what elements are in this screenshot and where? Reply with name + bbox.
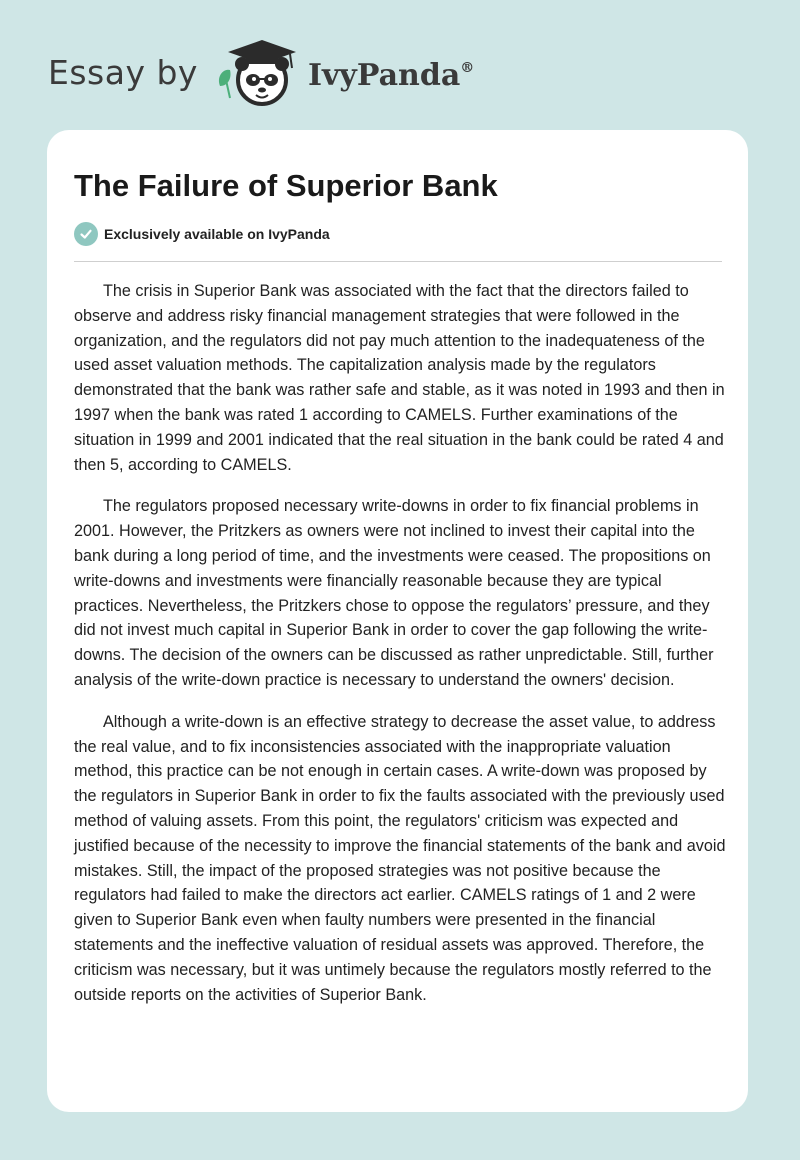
brand-name[interactable]: IvyPanda®	[307, 57, 475, 93]
panda-logo-icon[interactable]	[214, 34, 304, 110]
paragraph: The regulators proposed necessary write-downs in order to fix financial problems in 2001. However, the Pritzkers as owners were not inclined to invest their capital into the bank during a long period of time, and the investments were ceased. The propositions on write-downs and investments were financially reasonable because they are typical practices. Nevertheless, the Pritzkers chose to oppose the regulators’ pressure, and they did not invest much capital in Superior Bank in order to cover the gap following the write-downs. The decision of the owners can be discussed as rather unpredictable. Still, further analysis of the write-down practice is necessary to understand the owners' decision.	[74, 497, 714, 689]
exclusive-label: Exclusively available on IvyPanda	[104, 226, 330, 242]
divider	[74, 261, 722, 262]
check-icon	[74, 222, 98, 246]
paragraph: The crisis in Superior Bank was associated with the fact that the directors failed to observe and address risky financial management strategies that were followed in the organization, and the regulators did not pay much attention to the inadequateness of the used asset valuation methods. The capitalization analysis made by the regulators demonstrated that the bank was rather safe and stable, as it was noted in 1993 and then in 1997 when the bank was rated 1 according to CAMELS. Further examinations of the situation in 1999 and 2001 indicated that the real situation in the bank could be rated 4 and then 5, according to CAMELS.	[74, 282, 725, 474]
site-header	[48, 34, 474, 110]
essay-by-label: Essay by	[48, 52, 198, 92]
paragraph: Although a write-down is an effective strategy to decrease the asset value, to address the real value, and to fix inconsistencies associated with the inappropriate valuation method, this practice can be not enough in certain cases. A write-down was proposed by the regulators in Superior Bank in order to fix the faults associated with the previously used method of valuing assets. From this point, the regulators' criticism was expected and justified because of the necessity to improve the financial statements of the bank and avoid mistakes. Still, the impact of the proposed strategies was not positive because the regulators had failed to make the directors act earlier. CAMELS ratings of 1 and 2 were given to Superior Bank even when faulty numbers were presented in the financial statements and the ineffective valuation of residual assets was approved. Therefore, the criticism was necessary, but it was untimely because the regulators mostly referred to the outside reports on the activities of Superior Bank.	[74, 712, 726, 1004]
essay-card	[47, 130, 748, 1112]
exclusive-badge	[74, 222, 330, 246]
essay-body	[74, 279, 726, 1024]
page-title: The Failure of Superior Bank	[74, 168, 498, 203]
